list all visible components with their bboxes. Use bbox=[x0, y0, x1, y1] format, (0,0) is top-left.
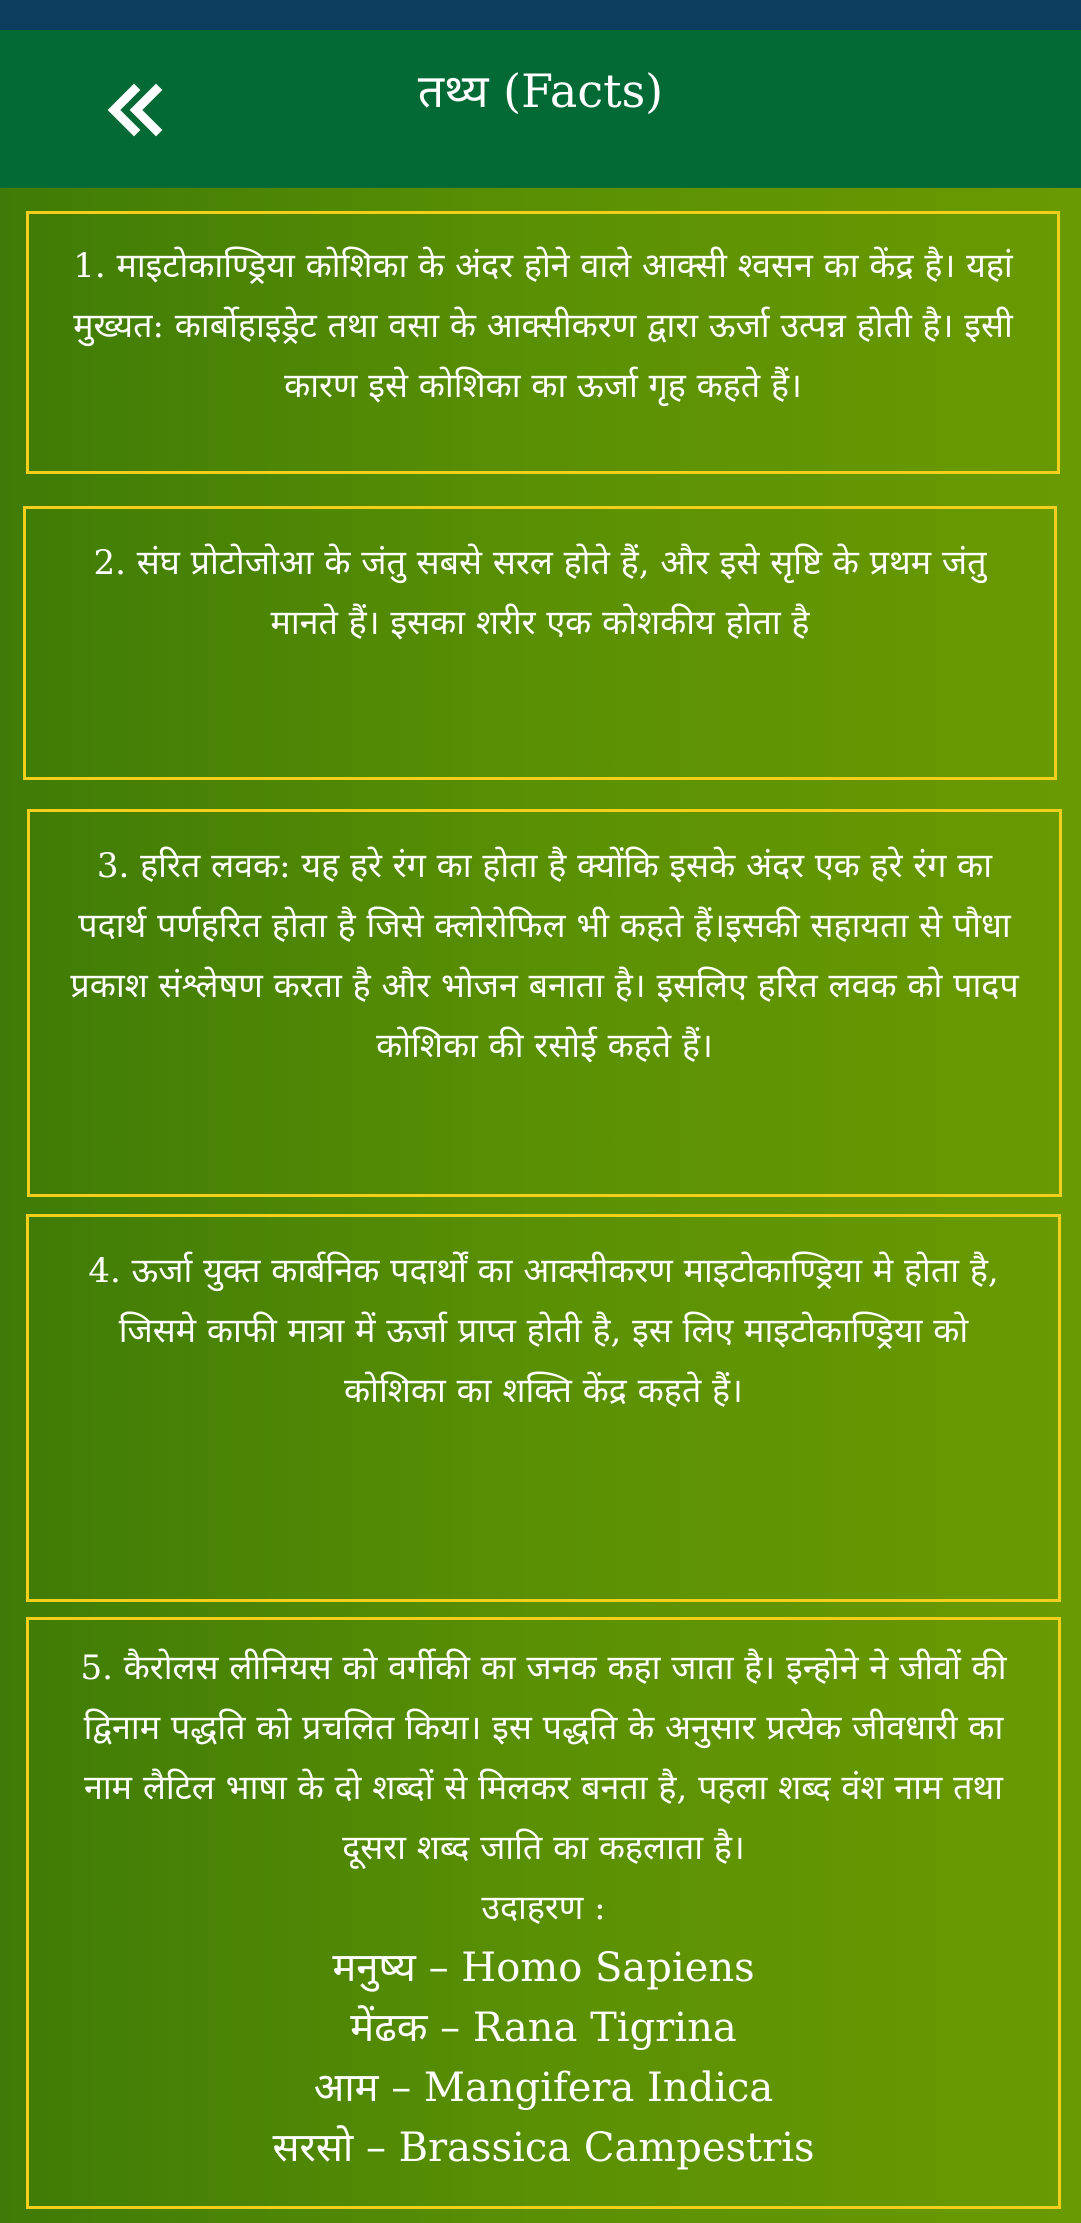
example-item-1: मनुष्य – Homo Sapiens bbox=[332, 1945, 755, 1991]
fact-text-4: 4. ऊर्जा युक्त कार्बनिक पदार्थों का आक्सीकरण माइटोकाण्ड्रिया मे होता है, जिसमे काफी मात्रा में ऊर्जा प्राप्त होती है, इस लिए माइटोकाण्ड्रिया को कोशिका का शक्ति केंद्र कहते हैं। bbox=[88, 1251, 999, 1411]
app-bar bbox=[0, 30, 1081, 188]
page-title: तथ्य (Facts) bbox=[417, 64, 664, 118]
fact-card-2 bbox=[23, 506, 1057, 780]
fact-text-3: 3. हरित लवक: यह हरे रंग का होता है क्योंकि इसके अंदर एक हरे रंग का पदार्थ पर्णहरित होता है जिसे क्लोरोफिल भी कहते हैं।इसकी सहायता से पौधा प्रकाश संश्लेषण करता है और भोजन बनाता है। इसलिए हरित लवक को पादप कोशिका की रसोई कहते हैं। bbox=[70, 846, 1019, 1066]
status-bar bbox=[0, 0, 1081, 30]
fact-text-5: 5. कैरोलस लीनियस को वर्गीकी का जनक कहा जाता है। इन्होने ने जीवों की द्विनाम पद्धति को प्रचलित किया। इस पद्धति के अनुसार प्रत्येक जीवधारी का नाम लैटिल भाषा के दो शब्दों से मिलकर बनता है, पहला शब्द वंश नाम तथा दूसरा शब्द जाति का कहलाता है। bbox=[80, 1648, 1007, 1868]
fact-card-5 bbox=[26, 1617, 1061, 2209]
fact-text-1: 1. माइटोकाण्ड्रिया कोशिका के अंदर होने वाले आक्सी श्वसन का केंद्र है। यहां मुख्यत: कार्बोहाइड्रेट तथा वसा के आक्सीकरण द्वारा ऊर्जा उत्पन्न होती है। इसी कारण इसे कोशिका का ऊर्जा गृह कहते हैं। bbox=[73, 246, 1013, 406]
example-label: उदाहरण : bbox=[481, 1888, 606, 1928]
example-item-3: आम – Mangifera Indica bbox=[313, 2065, 774, 2111]
fact-card-1 bbox=[26, 211, 1060, 474]
fact-card-4 bbox=[26, 1214, 1061, 1602]
example-item-2: मेंढक – Rana Tigrina bbox=[350, 2005, 737, 2051]
example-item-4: सरसो – Brassica Campestris bbox=[272, 2125, 815, 2171]
fact-card-3 bbox=[27, 809, 1062, 1197]
fact-text-2: 2. संघ प्रोटोजोआ के जंतु सबसे सरल होते हैं, और इसे सृष्टि के प्रथम जंतु मानते हैं। इसका शरीर एक कोशकीय होता है bbox=[93, 543, 987, 643]
